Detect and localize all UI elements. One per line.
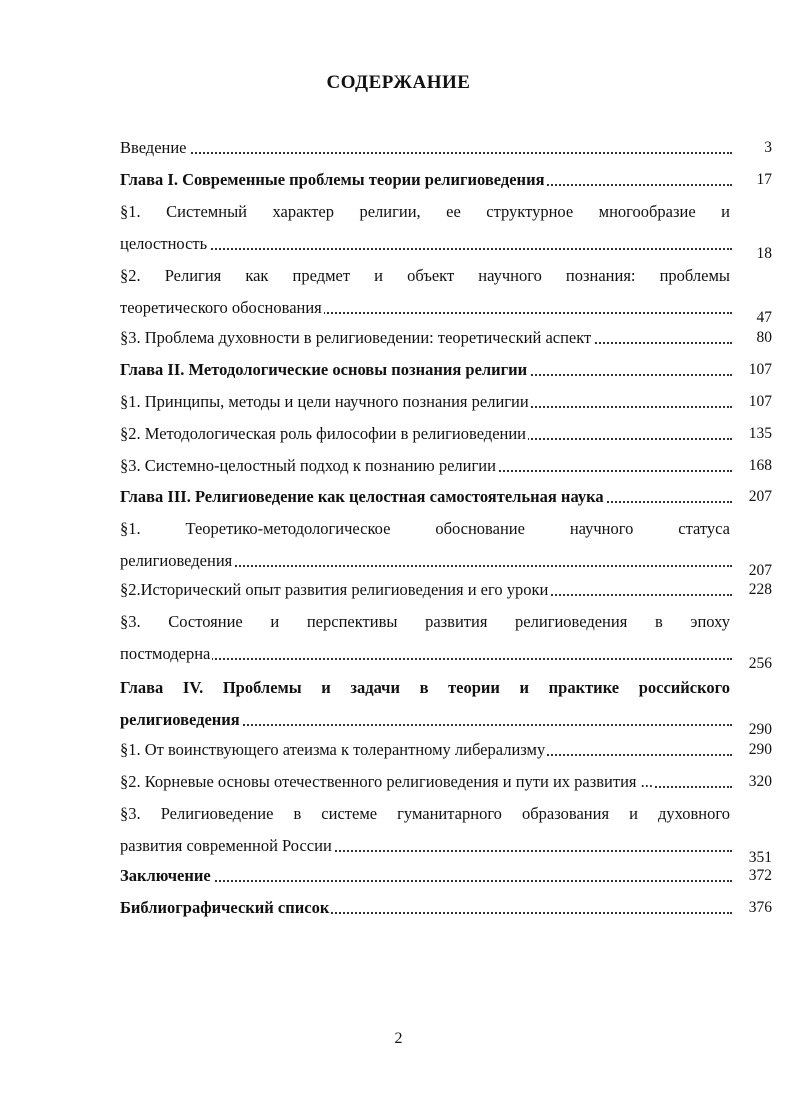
- toc-entry-title: религиоведения: [120, 551, 732, 571]
- page-number: 2: [394, 1030, 403, 1047]
- toc-entry: [120, 740, 772, 760]
- page-title: СОДЕРЖАНИЕ: [326, 72, 471, 93]
- toc-entry-title: Заключение: [120, 866, 732, 886]
- toc-entry: [120, 866, 772, 886]
- toc-entry-title: Введение: [120, 138, 732, 158]
- toc-entry-page: 207: [748, 562, 772, 579]
- toc-entry-title: Библиографический список: [120, 898, 732, 918]
- toc-entry: [120, 456, 772, 476]
- toc-entry-title: §3. Системно-целостный подход к познанию религии: [120, 456, 732, 476]
- toc-entry-page: 18: [756, 245, 772, 262]
- toc-entry-title: §2. Методологическая роль философии в религиоведении: [120, 424, 732, 444]
- toc-entry-page: 256: [748, 655, 772, 672]
- toc-entry-title: постмодерна: [120, 644, 732, 664]
- toc-entry-page: 376: [748, 899, 772, 916]
- toc-entry-page: 47: [756, 309, 772, 326]
- toc-entry: [120, 612, 772, 672]
- toc-entry-page: 3: [764, 139, 772, 156]
- toc-entry: [120, 392, 772, 412]
- toc-entry-title-line: §2. Религия как предмет и объект научного познания: проблемы: [120, 266, 730, 285]
- toc-entry-page: 168: [748, 457, 772, 474]
- toc-entry: [120, 424, 772, 444]
- toc-entry-page: 17: [756, 171, 772, 188]
- toc-entry: [120, 170, 772, 190]
- toc-entry-title-line: §3. Религиоведение в системе гуманитарного образования и духовного: [120, 804, 730, 823]
- toc-entry-page: 207: [748, 488, 772, 505]
- toc-entry: [120, 266, 772, 326]
- toc-entry: [120, 487, 772, 507]
- toc-entry: [120, 138, 772, 158]
- toc-entry: [120, 202, 772, 262]
- toc-entry-page: 107: [748, 393, 772, 410]
- toc-entry-page: 228: [748, 581, 772, 598]
- toc-entry-page: 80: [756, 329, 772, 346]
- toc-entry-page: 290: [748, 721, 772, 738]
- toc-entry: [120, 328, 772, 348]
- toc-entry-page: 290: [748, 741, 772, 758]
- toc-entry-page: 372: [748, 867, 772, 884]
- toc-entry-page: 135: [748, 425, 772, 442]
- toc-entry-title: Глава II. Методологические основы познания религии: [120, 360, 732, 380]
- toc-entry: [120, 519, 772, 579]
- toc-entry-page: 107: [748, 361, 772, 378]
- toc-entry: [120, 678, 772, 738]
- toc-entry: [120, 772, 772, 792]
- toc-entry-title: развития современной России: [120, 836, 732, 856]
- toc-entry-title: религиоведения: [120, 710, 732, 730]
- toc-entry-title: §2.Исторический опыт развития религиоведения и его уроки: [120, 580, 732, 600]
- toc-entry-title: §1. Принципы, методы и цели научного познания религии: [120, 392, 732, 412]
- toc-entry: [120, 804, 772, 866]
- toc-entry-title: §1. От воинствующего атеизма к толерантному либерализму: [120, 740, 732, 760]
- toc-entry-page: 351: [748, 849, 772, 866]
- toc-entry-title-line: §1. Теоретико-методологическое обоснование научного статуса: [120, 519, 730, 538]
- toc-entry-title-line: §3. Состояние и перспективы развития религиоведения в эпоху: [120, 612, 730, 631]
- toc-entry-title: §2. Корневые основы отечественного религиоведения и пути их развития ...: [120, 772, 732, 792]
- toc-entry: [120, 580, 772, 600]
- toc-entry-title: Глава III. Религиоведение как целостная самостоятельная наука: [120, 487, 732, 507]
- toc-entry-title: §3. Проблема духовности в религиоведении: теоретический аспект: [120, 328, 732, 348]
- toc-entry: [120, 360, 772, 380]
- toc-entry-page: 320: [748, 773, 772, 790]
- toc-entry-title: целостность: [120, 234, 732, 254]
- toc-entry: [120, 898, 772, 918]
- toc-entry-title: Глава I. Современные проблемы теории религиоведения: [120, 170, 732, 190]
- toc-entry-title-line: Глава IV. Проблемы и задачи в теории и практике российского: [120, 678, 730, 697]
- toc-entry-title-line: §1. Системный характер религии, ее структурное многообразие и: [120, 202, 730, 221]
- toc-entry-title: теоретического обоснования: [120, 298, 732, 318]
